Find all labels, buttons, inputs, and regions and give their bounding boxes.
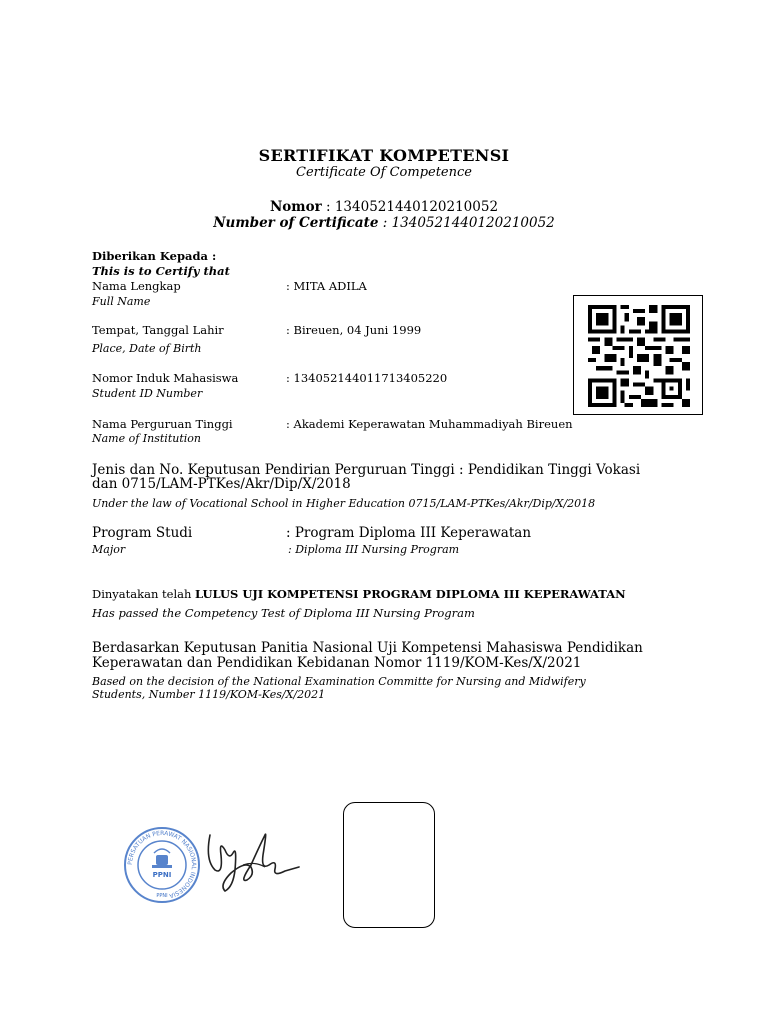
program-value-en: : Diploma III Nursing Program [288, 543, 460, 556]
program-value: : Program Diploma III Keperawatan [286, 525, 532, 541]
field-label-full-name: Nama Lengkap [92, 279, 181, 293]
nomor-value: : 1340521440120210052 [321, 199, 499, 215]
field-value-full-name: : MITA ADILA [286, 279, 367, 293]
certificate-subtitle: Certificate Of Competence [296, 165, 472, 180]
program-label: Program Studi [92, 525, 193, 541]
given-to-label: Diberikan Kepada : [92, 249, 217, 263]
program-label-en: Major [92, 543, 126, 556]
basis-line-1: Berdasarkan Keputusan Panitia Nasional Uji Kompetensi Mahasiswa Pendidikan [92, 640, 643, 656]
qr-code-icon [588, 305, 690, 407]
given-to-label-en: This is to Certify that [92, 264, 230, 278]
seal-ring-text: PERSATUAN PERAWAT NASIONAL INDONESIA [126, 829, 198, 900]
seal-bottom-text: PPNI [156, 893, 168, 899]
passed-bold: LULUS UJI KOMPETENSI PROGRAM DIPLOMA III KEPERAWATAN [195, 587, 626, 601]
field-value-birth: : Bireuen, 04 Juni 1999 [286, 323, 422, 337]
decree-line-1: Jenis dan No. Keputusan Pendirian Perguruan Tinggi : Pendidikan Tinggi Vokasi [92, 462, 641, 478]
seal-center-text: PPNI [152, 871, 172, 879]
field-value-institution: : Akademi Keperawatan Muhammadiyah Bireuen [286, 417, 573, 431]
photo-placeholder [343, 802, 435, 928]
basis-line-en-1: Based on the decision of the National Examination Committe for Nursing and Midwifery [92, 675, 586, 688]
number-value: : 1340521440120210052 [378, 215, 555, 231]
field-value-student-id: : 134052144011713405220 [286, 371, 448, 385]
qr-code [573, 295, 703, 415]
basis-line-en-2: Students, Number 1119/KOM-Kes/X/2021 [92, 688, 326, 701]
decree-line-2: dan 0715/LAM-PTKes/Akr/Dip/X/2018 [92, 476, 351, 492]
nomor-label: Nomor [269, 199, 322, 215]
signature-icon [195, 825, 305, 895]
number-label: Number of Certificate [213, 215, 379, 231]
field-label-student-id: Nomor Induk Mahasiswa [92, 371, 239, 385]
field-label-institution: Nama Perguruan Tinggi [92, 417, 233, 431]
field-label-en-birth: Place, Date of Birth [92, 342, 202, 355]
passed-prefix: Dinyatakan telah [92, 587, 196, 601]
field-label-en-institution: Name of Institution [92, 432, 201, 445]
basis-line-2: Keperawatan dan Pendidikan Kebidanan Nomor 1119/KOM-Kes/X/2021 [92, 655, 582, 671]
passed-line-en: Has passed the Competency Test of Diploma III Nursing Program [92, 606, 475, 620]
certificate-title: SERTIFIKAT KOMPETENSI [258, 146, 510, 165]
certificate-number-en [0, 215, 768, 231]
decree-line-en: Under the law of Vocational School in Higher Education 0715/LAM-PTKes/Akr/Dip/X/2018 [92, 497, 596, 510]
ppni-seal-icon [122, 825, 202, 905]
passed-statement [92, 587, 626, 601]
field-label-birth: Tempat, Tanggal Lahir [92, 323, 224, 337]
field-label-en-full-name: Full Name [92, 295, 151, 308]
certificate-number [0, 199, 768, 215]
field-label-en-student-id: Student ID Number [92, 387, 203, 400]
